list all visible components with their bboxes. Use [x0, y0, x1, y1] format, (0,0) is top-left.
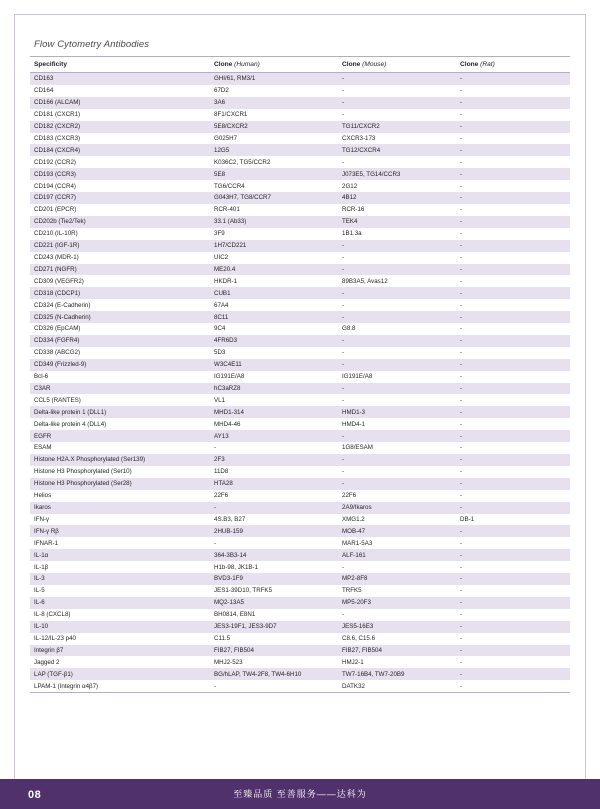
cell-clone-mouse: -	[338, 478, 456, 490]
cell-clone-human: 5D3	[210, 347, 338, 359]
table-row	[30, 180, 570, 192]
cell-clone-rat: -	[456, 335, 570, 347]
cell-clone-human: MHD4-46	[210, 418, 338, 430]
cell-clone-mouse: TG11/CXCR2	[338, 121, 456, 133]
cell-specificity: CD194 (CCR4)	[30, 180, 210, 192]
cell-specificity: IFN-γ	[30, 514, 210, 526]
column-header-clone-human	[210, 57, 338, 73]
cell-clone-mouse: DATK32	[338, 680, 456, 692]
cell-clone-mouse: -	[338, 240, 456, 252]
cell-clone-human: H1b-98, JK1B-1	[210, 561, 338, 573]
cell-clone-rat: -	[456, 156, 570, 168]
cell-clone-human: UIC2	[210, 252, 338, 264]
cell-clone-rat: -	[456, 168, 570, 180]
table-row	[30, 656, 570, 668]
table-row	[30, 514, 570, 526]
cell-clone-rat: -	[456, 668, 570, 680]
cell-clone-human: -	[210, 537, 338, 549]
cell-clone-rat: -	[456, 311, 570, 323]
cell-specificity: IL-12/IL-23 p40	[30, 633, 210, 645]
cell-clone-rat: DB-1	[456, 514, 570, 526]
header-main-text: Specificity	[34, 61, 67, 68]
column-header-clone-rat	[456, 57, 570, 73]
cell-clone-rat: -	[456, 394, 570, 406]
cell-clone-rat: -	[456, 371, 570, 383]
cell-clone-human: AY13	[210, 430, 338, 442]
cell-clone-mouse: TW7-16B4, TW7-20B9	[338, 668, 456, 680]
cell-clone-rat: -	[456, 275, 570, 287]
cell-clone-human: 2F3	[210, 454, 338, 466]
cell-clone-mouse: -	[338, 311, 456, 323]
cell-clone-rat: -	[456, 287, 570, 299]
cell-specificity: IL-6	[30, 597, 210, 609]
cell-specificity: Helios	[30, 490, 210, 502]
cell-clone-mouse: FIB27, FIB504	[338, 645, 456, 657]
cell-clone-rat: -	[456, 121, 570, 133]
cell-clone-mouse: HMD1-3	[338, 406, 456, 418]
cell-clone-human: GHI/61, RM3/1	[210, 73, 338, 85]
table-row	[30, 668, 570, 680]
footer-slogan: 至臻品质 至善服务——达科为	[233, 789, 367, 799]
cell-specificity: CD318 (CDCP1)	[30, 287, 210, 299]
cell-clone-mouse: -	[338, 252, 456, 264]
cell-clone-rat: -	[456, 180, 570, 192]
cell-clone-rat: -	[456, 240, 570, 252]
cell-clone-rat: -	[456, 406, 570, 418]
cell-specificity: CD324 (E-Cadherin)	[30, 299, 210, 311]
cell-clone-mouse: -	[338, 156, 456, 168]
cell-specificity: IL-5	[30, 585, 210, 597]
cell-clone-mouse: MP5-20F3	[338, 597, 456, 609]
cell-clone-mouse: CXCR3-173	[338, 133, 456, 145]
cell-clone-rat: -	[456, 97, 570, 109]
cell-clone-rat: -	[456, 680, 570, 692]
table-row	[30, 645, 570, 657]
cell-clone-mouse: -	[338, 609, 456, 621]
cell-clone-mouse: -	[338, 299, 456, 311]
cell-specificity: EGFR	[30, 430, 210, 442]
cell-specificity: CD163	[30, 73, 210, 85]
cell-clone-human: hC3aRZ8	[210, 383, 338, 395]
cell-clone-mouse: -	[338, 394, 456, 406]
cell-clone-mouse: -	[338, 359, 456, 371]
cell-clone-rat: -	[456, 228, 570, 240]
table-row	[30, 561, 570, 573]
table-row	[30, 430, 570, 442]
table-row	[30, 573, 570, 585]
cell-clone-rat: -	[456, 609, 570, 621]
cell-clone-mouse: -	[338, 335, 456, 347]
cell-clone-rat: -	[456, 656, 570, 668]
cell-specificity: CD309 (VEGFR2)	[30, 275, 210, 287]
cell-clone-mouse: MAR1-5A3	[338, 537, 456, 549]
cell-specificity: CD334 (FGFR4)	[30, 335, 210, 347]
cell-clone-human: 12G5	[210, 144, 338, 156]
cell-clone-mouse: -	[338, 287, 456, 299]
cell-specificity: CD349 (Frizzled-9)	[30, 359, 210, 371]
table-row	[30, 121, 570, 133]
cell-specificity: IL-8 (CXCL8)	[30, 609, 210, 621]
cell-clone-mouse: -	[338, 85, 456, 97]
table-row	[30, 394, 570, 406]
cell-clone-rat: -	[456, 133, 570, 145]
cell-specificity: CD166 (ALCAM)	[30, 97, 210, 109]
cell-specificity: CD181 (CXCR1)	[30, 109, 210, 121]
cell-clone-human: MHD1-314	[210, 406, 338, 418]
table-row	[30, 287, 570, 299]
cell-clone-human: -	[210, 680, 338, 692]
table-row	[30, 192, 570, 204]
cell-clone-human: MHJ2-523	[210, 656, 338, 668]
cell-specificity: Histone H3 Phosphorylated (Ser10)	[30, 466, 210, 478]
cell-specificity: Delta-like protein 1 (DLL1)	[30, 406, 210, 418]
cell-clone-rat: -	[456, 537, 570, 549]
cell-clone-mouse: XMG1.2	[338, 514, 456, 526]
page-footer	[0, 765, 600, 809]
cell-specificity: CD271 (NGFR)	[30, 264, 210, 276]
cell-clone-rat: -	[456, 561, 570, 573]
cell-clone-human: MQ2-13A5	[210, 597, 338, 609]
cell-clone-rat: -	[456, 549, 570, 561]
cell-clone-mouse: J073E5, TG14/CCR3	[338, 168, 456, 180]
cell-specificity: CD192 (CCR2)	[30, 156, 210, 168]
cell-clone-rat: -	[456, 585, 570, 597]
cell-clone-mouse: TEK4	[338, 216, 456, 228]
cell-clone-mouse: 4B12	[338, 192, 456, 204]
cell-clone-mouse: -	[338, 383, 456, 395]
cell-clone-mouse: 1B1.3a	[338, 228, 456, 240]
cell-specificity: IFNAR-1	[30, 537, 210, 549]
cell-clone-mouse: -	[338, 347, 456, 359]
cell-clone-human: RCR-401	[210, 204, 338, 216]
cell-clone-human: K036C2, TG5/CCR2	[210, 156, 338, 168]
cell-clone-rat: -	[456, 454, 570, 466]
cell-clone-human: HTA28	[210, 478, 338, 490]
table-row	[30, 335, 570, 347]
cell-specificity: CCL5 (RANTES)	[30, 394, 210, 406]
cell-clone-rat: -	[456, 430, 570, 442]
table-row	[30, 311, 570, 323]
cell-clone-rat: -	[456, 621, 570, 633]
header-main-text: Clone	[342, 61, 363, 68]
table-header-row	[30, 57, 570, 73]
cell-clone-rat: -	[456, 359, 570, 371]
cell-clone-human: BVD3-1F9	[210, 573, 338, 585]
cell-clone-human: JES1-39D10, TRFK5	[210, 585, 338, 597]
cell-specificity: CD184 (CXCR4)	[30, 144, 210, 156]
cell-clone-human: 11D8	[210, 466, 338, 478]
table-row	[30, 216, 570, 228]
cell-clone-human: VL1	[210, 394, 338, 406]
cell-clone-mouse: -	[338, 264, 456, 276]
cell-specificity: IL-3	[30, 573, 210, 585]
cell-clone-rat: -	[456, 192, 570, 204]
cell-clone-human: 2HUB-159	[210, 525, 338, 537]
table-row	[30, 585, 570, 597]
cell-specificity: CD326 (EpCAM)	[30, 323, 210, 335]
cell-clone-rat: -	[456, 383, 570, 395]
cell-clone-mouse: TRFK5	[338, 585, 456, 597]
table-row	[30, 597, 570, 609]
cell-clone-human: 33.1 (Ab33)	[210, 216, 338, 228]
table-row	[30, 359, 570, 371]
cell-clone-rat: -	[456, 144, 570, 156]
cell-clone-mouse: G8.8	[338, 323, 456, 335]
cell-clone-mouse: TG12/CXCR4	[338, 144, 456, 156]
cell-specificity: IL-1α	[30, 549, 210, 561]
cell-clone-rat: -	[456, 323, 570, 335]
cell-clone-human: 5E8/CXCR2	[210, 121, 338, 133]
cell-clone-human: 8C11	[210, 311, 338, 323]
column-header-specificity	[30, 57, 210, 73]
table-row	[30, 97, 570, 109]
antibody-table	[30, 56, 570, 692]
cell-clone-rat: -	[456, 442, 570, 454]
table-row	[30, 73, 570, 85]
table-row	[30, 144, 570, 156]
cell-clone-rat: -	[456, 73, 570, 85]
table-row	[30, 275, 570, 287]
cell-clone-human: 4FR6D3	[210, 335, 338, 347]
table-row	[30, 347, 570, 359]
cell-specificity: CD221 (IGF-1R)	[30, 240, 210, 252]
cell-clone-human: 1H7/CD221	[210, 240, 338, 252]
cell-specificity: CD338 (ABCG2)	[30, 347, 210, 359]
table-row	[30, 502, 570, 514]
table-row	[30, 525, 570, 537]
table-row	[30, 204, 570, 216]
header-ital-text: (Rat)	[480, 61, 495, 68]
table-row	[30, 299, 570, 311]
cell-clone-rat: -	[456, 347, 570, 359]
table-row	[30, 168, 570, 180]
cell-clone-mouse: HMJ2-1	[338, 656, 456, 668]
table-section	[30, 36, 570, 693]
cell-clone-rat: -	[456, 418, 570, 430]
table-row	[30, 490, 570, 502]
cell-clone-rat: -	[456, 490, 570, 502]
table-row	[30, 371, 570, 383]
table-row	[30, 383, 570, 395]
cell-clone-rat: -	[456, 252, 570, 264]
cell-clone-human: TG6/CCR4	[210, 180, 338, 192]
cell-specificity: IL-10	[30, 621, 210, 633]
cell-clone-rat: -	[456, 466, 570, 478]
cell-specificity: CD182 (CXCR2)	[30, 121, 210, 133]
cell-clone-mouse: C8.6, C15.6	[338, 633, 456, 645]
cell-clone-human: CUB1	[210, 287, 338, 299]
cell-clone-human: 67D2	[210, 85, 338, 97]
table-bottom-rule	[30, 692, 570, 693]
cell-clone-human: BH0814, E8N1	[210, 609, 338, 621]
header-main-text: Clone	[460, 61, 481, 68]
cell-clone-human: 4S.B3, B27	[210, 514, 338, 526]
cell-specificity: CD164	[30, 85, 210, 97]
cell-clone-human: 9C4	[210, 323, 338, 335]
cell-specificity: CD202b (Tie2/Tek)	[30, 216, 210, 228]
cell-clone-mouse: -	[338, 109, 456, 121]
cell-clone-human: -	[210, 442, 338, 454]
cell-specificity: CD325 (N-Cadherin)	[30, 311, 210, 323]
cell-specificity: CD210 (IL-10R)	[30, 228, 210, 240]
cell-clone-human: W3C4E11	[210, 359, 338, 371]
cell-clone-mouse: 2G12	[338, 180, 456, 192]
cell-clone-human: FIB27, FIB504	[210, 645, 338, 657]
cell-clone-rat: -	[456, 109, 570, 121]
cell-clone-rat: -	[456, 85, 570, 97]
cell-specificity: CD201 (EPCR)	[30, 204, 210, 216]
cell-clone-human: ME20.4	[210, 264, 338, 276]
table-row	[30, 454, 570, 466]
cell-clone-mouse: -	[338, 73, 456, 85]
cell-specificity: Delta-like protein 4 (DLL4)	[30, 418, 210, 430]
cell-clone-mouse: MOB-47	[338, 525, 456, 537]
table-row	[30, 406, 570, 418]
cell-clone-mouse: JES5-16E3	[338, 621, 456, 633]
cell-clone-human: 5E8	[210, 168, 338, 180]
cell-specificity: Histone H2A.X Phosphorylated (Ser139)	[30, 454, 210, 466]
table-row	[30, 252, 570, 264]
cell-clone-mouse: -	[338, 97, 456, 109]
cell-specificity: Jagged 2	[30, 656, 210, 668]
cell-clone-human: 3A6	[210, 97, 338, 109]
header-main-text: Clone	[214, 61, 235, 68]
table-row	[30, 109, 570, 121]
cell-clone-rat: -	[456, 525, 570, 537]
cell-clone-mouse: -	[338, 466, 456, 478]
table-row	[30, 323, 570, 335]
cell-specificity: CD197 (CCR7)	[30, 192, 210, 204]
cell-clone-rat: -	[456, 204, 570, 216]
table-row	[30, 418, 570, 430]
cell-specificity: Integrin β7	[30, 645, 210, 657]
cell-clone-mouse: -	[338, 430, 456, 442]
cell-clone-mouse: RCR-16	[338, 204, 456, 216]
header-ital-text: (Human)	[234, 61, 260, 68]
cell-specificity: ESAM	[30, 442, 210, 454]
cell-specificity: Histone H3 Phosphorylated (Ser28)	[30, 478, 210, 490]
table-header	[30, 57, 570, 73]
cell-clone-rat: -	[456, 633, 570, 645]
cell-clone-mouse: ALF-161	[338, 549, 456, 561]
table-row	[30, 133, 570, 145]
cell-clone-human: G025H7	[210, 133, 338, 145]
table-row	[30, 442, 570, 454]
table-row	[30, 549, 570, 561]
cell-clone-human: 364-3B3-14	[210, 549, 338, 561]
cell-clone-human: -	[210, 502, 338, 514]
cell-specificity: LPAM-1 (Integrin α4β7)	[30, 680, 210, 692]
cell-specificity: IFN-γ Rβ	[30, 525, 210, 537]
cell-clone-human: 67A4	[210, 299, 338, 311]
cell-clone-rat: -	[456, 597, 570, 609]
cell-specificity: CD193 (CCR3)	[30, 168, 210, 180]
table-row	[30, 621, 570, 633]
table-row	[30, 85, 570, 97]
page-number: 08	[28, 789, 42, 801]
cell-clone-rat: -	[456, 573, 570, 585]
cell-specificity: CD183 (CXCR3)	[30, 133, 210, 145]
cell-clone-mouse: 2A9/Ikaros	[338, 502, 456, 514]
cell-clone-rat: -	[456, 645, 570, 657]
cell-clone-human: IG191E/A8	[210, 371, 338, 383]
table-row	[30, 228, 570, 240]
table-row	[30, 264, 570, 276]
cell-clone-mouse: IG191E/A8	[338, 371, 456, 383]
cell-clone-human: BG/hLAP, TW4-2F8, TW4-6H10	[210, 668, 338, 680]
cell-clone-mouse: MP2-8F8	[338, 573, 456, 585]
cell-clone-human: 8F1/CXCR1	[210, 109, 338, 121]
cell-clone-rat: -	[456, 502, 570, 514]
cell-clone-mouse: HMD4-1	[338, 418, 456, 430]
cell-clone-mouse: -	[338, 561, 456, 573]
cell-clone-rat: -	[456, 478, 570, 490]
cell-clone-mouse: 22F6	[338, 490, 456, 502]
cell-clone-mouse: 89B3A5, Avas12	[338, 275, 456, 287]
table-row	[30, 537, 570, 549]
header-ital-text: (Mouse)	[362, 61, 387, 68]
cell-specificity: LAP (TGF-β1)	[30, 668, 210, 680]
table-title: Flow Cytometry Antibodies	[34, 39, 150, 50]
cell-clone-human: 22F6	[210, 490, 338, 502]
table-row	[30, 466, 570, 478]
cell-clone-human: G043H7, TG8/CCR7	[210, 192, 338, 204]
cell-clone-mouse: 1G8/ESAM	[338, 442, 456, 454]
cell-clone-rat: -	[456, 299, 570, 311]
cell-clone-mouse: -	[338, 454, 456, 466]
cell-specificity: IL-1β	[30, 561, 210, 573]
cell-specificity: Bcl-6	[30, 371, 210, 383]
cell-clone-rat: -	[456, 264, 570, 276]
cell-clone-human: HKDR-1	[210, 275, 338, 287]
table-row	[30, 156, 570, 168]
table-row	[30, 680, 570, 692]
cell-specificity: CD243 (MDR-1)	[30, 252, 210, 264]
column-header-clone-mouse	[338, 57, 456, 73]
cell-clone-rat: -	[456, 216, 570, 228]
cell-clone-human: JES3-19F1, JES3-9D7	[210, 621, 338, 633]
cell-specificity: C3AR	[30, 383, 210, 395]
cell-specificity: Ikaros	[30, 502, 210, 514]
cell-clone-human: 3F9	[210, 228, 338, 240]
table-row	[30, 478, 570, 490]
table-body	[30, 73, 570, 693]
table-row	[30, 240, 570, 252]
table-row	[30, 633, 570, 645]
table-row	[30, 609, 570, 621]
cell-clone-human: C11.5	[210, 633, 338, 645]
